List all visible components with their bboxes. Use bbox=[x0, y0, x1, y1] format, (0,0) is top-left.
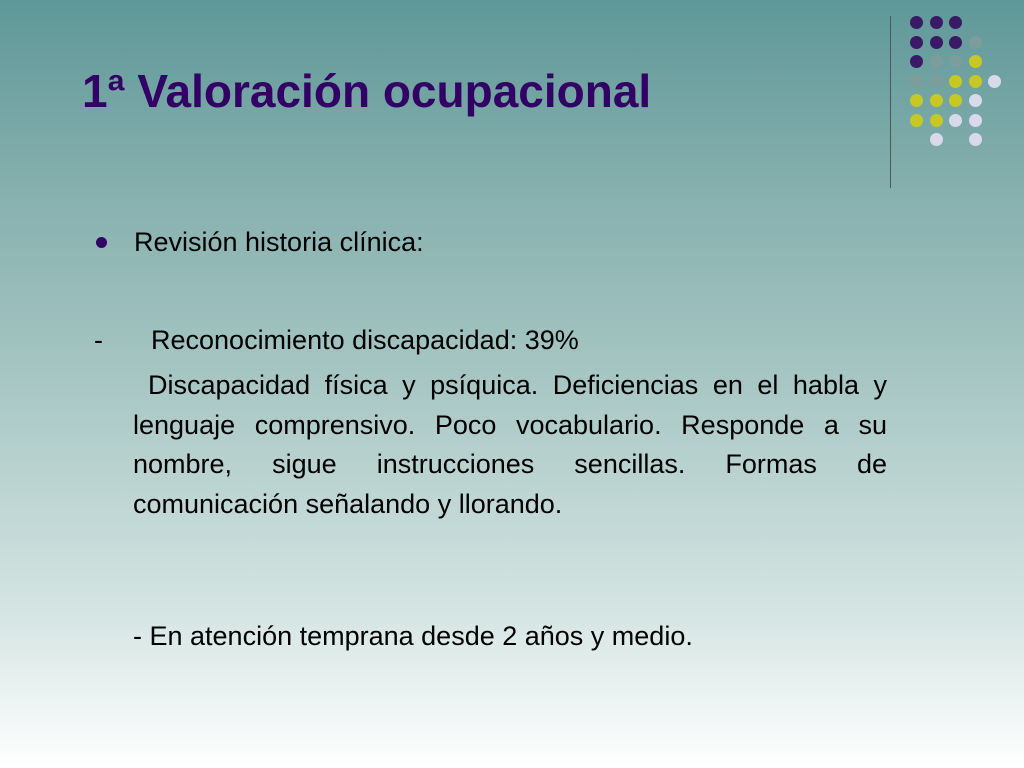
attention-line: - En atención temprana desde 2 años y medio. bbox=[133, 621, 693, 651]
bullet-text: Revisión historia clínica: bbox=[134, 226, 424, 257]
slide-title: 1ª Valoración ocupacional bbox=[82, 65, 652, 117]
dash-item bbox=[94, 322, 579, 358]
bullet-icon bbox=[96, 237, 107, 248]
dash-text: Reconocimiento discapacidad: 39% bbox=[151, 325, 579, 355]
dash-mark: - bbox=[94, 325, 103, 355]
bullet-item bbox=[96, 224, 424, 260]
description-paragraph: Discapacidad física y psíquica. Deficiencias en el habla y lenguaje comprensivo. Poco vocabulario. Responde a su nombre, sigue instrucciones sencillas. Formas de comunicación señalando y llorando. bbox=[133, 370, 887, 519]
